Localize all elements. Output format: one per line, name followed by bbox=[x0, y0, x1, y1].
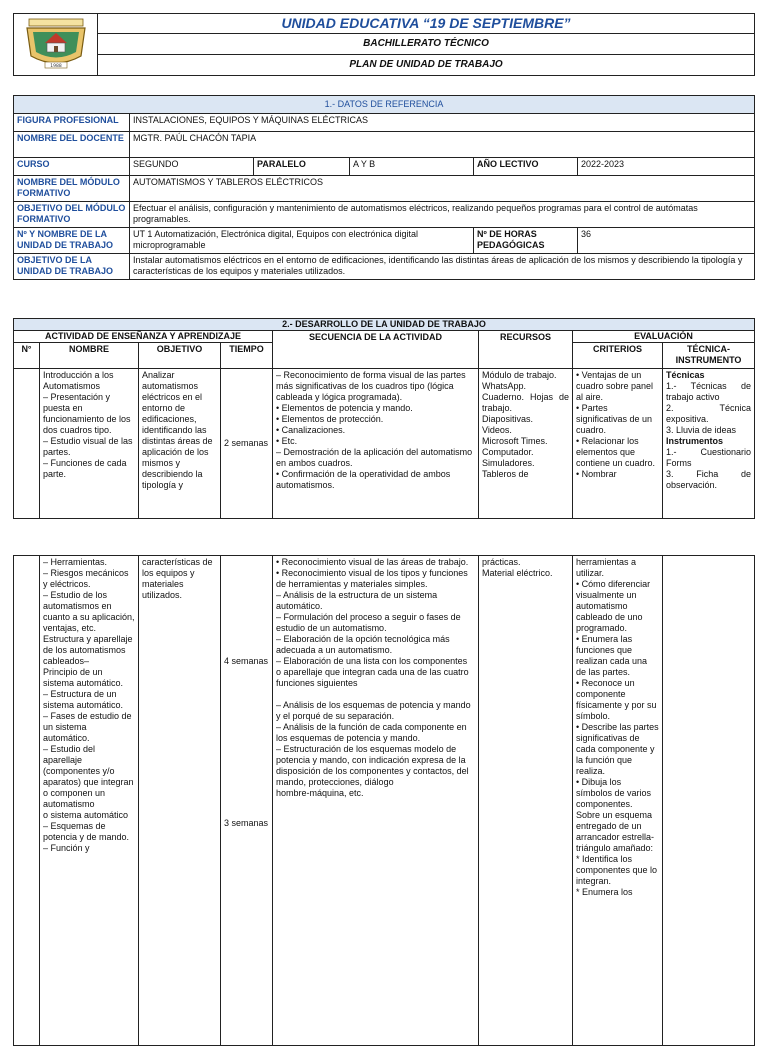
tecnica-header: TÉCNICA-INSTRUMENTO bbox=[663, 343, 755, 369]
plan-title: PLAN DE UNIDAD DE TRABAJO bbox=[98, 54, 755, 75]
modulo-label: NOMBRE DEL MÓDULO FORMATIVO bbox=[14, 176, 130, 202]
row2-tecnica bbox=[663, 556, 755, 1046]
row1-number bbox=[14, 369, 40, 519]
row2-number bbox=[14, 556, 40, 1046]
unidad-value: UT 1 Automatización, Electrónica digital, Equipos con electrónica digital microprogramable bbox=[130, 228, 474, 254]
modulo-value: AUTOMATISMOS Y TABLEROS ELÉCTRICOS bbox=[130, 176, 755, 202]
row1-tiempo: 2 semanas bbox=[221, 369, 273, 519]
svg-text:1988: 1988 bbox=[49, 64, 62, 69]
objetivo-unidad-label: OBJETIVO DE LA UNIDAD DE TRABAJO bbox=[14, 254, 130, 280]
horas-label: Nº DE HORAS PEDAGÓGICAS bbox=[474, 228, 578, 254]
anio-value: 2022-2023 bbox=[578, 158, 755, 176]
actividad-header: ACTIVIDAD DE ENSEÑANZA Y APRENDIZAJE bbox=[14, 331, 273, 343]
row2-tiempo bbox=[221, 556, 273, 1046]
curso-label: CURSO bbox=[14, 158, 130, 176]
figura-label: FIGURA PROFESIONAL bbox=[14, 114, 130, 132]
secuencia-header: SECUENCIA DE LA ACTIVIDAD bbox=[273, 331, 479, 369]
reference-data-table bbox=[13, 95, 755, 280]
row2-recursos: prácticas. Material eléctrico. bbox=[479, 556, 573, 1046]
recursos-header: RECURSOS bbox=[479, 331, 573, 369]
docente-value: MGTR. PAÚL CHACÓN TAPIA bbox=[130, 132, 755, 158]
row2-criterios: herramientas a utilizar. • Cómo diferenciar visualmente un automatismo cableado de uno programado. • Enumera las funciones que realizan cada una de las partes. • Reconoce un componente físicamente y por su símbolo. • Describe las partes significativas de cada componente y la función que realiza. • Dibuja los símbolos de varios componentes. Sobre un esquema entregado de un arrancador estrella-triángulo amañado: * Identifica los componentes que lo integran. * Enumera los bbox=[573, 556, 663, 1046]
row1-criterios: • Ventajas de un cuadro sobre panel al aire. • Partes significativas de un cuadro. • Relacionar los elementos que contiene un cuadro. • Nombrar bbox=[573, 369, 663, 519]
row2-objetivo: características de los equipos y materiales utilizados. bbox=[139, 556, 221, 1046]
development-table bbox=[13, 318, 755, 519]
header-table bbox=[13, 13, 755, 76]
objetivo-modulo-value: Efectuar el análisis, configuración y mantenimiento de automatismos eléctricos, realizando pequeños programas para el control de autómatas programables. bbox=[130, 202, 755, 228]
instrumentos-heading: Instrumentos bbox=[666, 436, 724, 446]
horas-value: 36 bbox=[578, 228, 755, 254]
section1-title: 1.- DATOS DE REFERENCIA bbox=[14, 96, 755, 114]
unidad-label: Nº Y NOMBRE DE LA UNIDAD DE TRABAJO bbox=[14, 228, 130, 254]
anio-label: AÑO LECTIVO bbox=[474, 158, 578, 176]
row2-tiempo-a: 4 semanas bbox=[224, 656, 269, 666]
school-name: UNIDAD EDUCATIVA “19 DE SEPTIEMBRE” bbox=[98, 14, 755, 34]
figura-value: INSTALACIONES, EQUIPOS Y MÁQUINAS ELÉCTRICAS bbox=[130, 114, 755, 132]
row1-secuencia: – Reconocimiento de forma visual de las partes más significativas de los cuadros tipo (lógica cableada y lógica programada). • Elementos de potencia y mando. • Elementos de protección. • Canalizaciones. • Etc. – Demostración de la aplicación del automatismo en ambos cuadros. • Confirmación de la operatividad de ambos automatismos. bbox=[273, 369, 479, 519]
tecnicas-list: 1.- Técnicas de trabajo activo 2. Técnica expositiva. 3. Lluvia de ideas bbox=[666, 381, 751, 435]
objetivo-header: OBJETIVO bbox=[139, 343, 221, 369]
section2-title: 2.- DESARROLLO DE LA UNIDAD DE TRABAJO bbox=[14, 319, 755, 331]
row1-nombre: Introducción a los Automatismos – Presentación y puesta en funcionamiento de los dos cuadros tipo. – Estudio visual de las partes. – Funciones de cada parte. bbox=[40, 369, 139, 519]
tecnicas-heading: Técnicas bbox=[666, 370, 705, 380]
logo-cell bbox=[14, 14, 98, 76]
nombre-header: NOMBRE bbox=[40, 343, 139, 369]
criterios-header: CRITERIOS bbox=[573, 343, 663, 369]
program-name: BACHILLERATO TÉCNICO bbox=[98, 33, 755, 54]
tiempo-header: TIEMPO bbox=[221, 343, 273, 369]
row1-objetivo: Analizar automatismos eléctricos en el entorno de edificaciones, identificando las distintas áreas de aplicación de los mismos y describiendo la tipología y bbox=[139, 369, 221, 519]
docente-label: NOMBRE DEL DOCENTE bbox=[14, 132, 130, 158]
row1-tecnica bbox=[663, 369, 755, 519]
row2-tiempo-b: 3 semanas bbox=[224, 818, 269, 828]
row2-nombre: – Herramientas. – Riesgos mecánicos y eléctricos. – Estudio de los automatismos en cuanto a su aplicación, ventajas, etc. Estructura y aparellaje de los automatismos cableados– Principio de un sistema automático. – Estructura de un sistema automático. – Fases de estudio de un sistema automático. – Estudio del aparellaje (componentes y/o aparatos) que integran o componen un automatismo o sistema automático – Esquemas de potencia y de mando. – Función y bbox=[40, 556, 139, 1046]
objetivo-unidad-value: Instalar automatismos eléctricos en el entorno de edificaciones, identificando las distintas áreas de aplicación de los mismos y describiendo la tipología y características de los equipos y materiales utilizados. bbox=[130, 254, 755, 280]
paralelo-label: PARALELO bbox=[254, 158, 350, 176]
objetivo-modulo-label: OBJETIVO DEL MÓDULO FORMATIVO bbox=[14, 202, 130, 228]
instrumentos-list: 1.- Cuestionario Forms 3. Ficha de observación. bbox=[666, 447, 751, 490]
row1-recursos: Módulo de trabajo. WhatsApp. Cuaderno. Hojas de trabajo. Diapositivas. Videos. Microsoft Times. Computador. Simuladores. Tableros de bbox=[479, 369, 573, 519]
evaluacion-header: EVALUACIÓN bbox=[573, 331, 755, 343]
development-table-continued bbox=[13, 555, 755, 1046]
row2-secuencia: • Reconocimiento visual de las áreas de trabajo. • Reconocimiento visual de los tipos y funciones de herramientas y materiales simples. – Análisis de la estructura de un sistema automático. – Formulación del proceso a seguir o fases de estudio de un automatismo. – Elaboración de la opción tecnológica más adecuada a un automatismo. – Elaboración de una lista con los componentes o aparellaje que integran cada una de las cuatro funciones siguientes – Análisis de los esquemas de potencia y mando y el porqué de su separación. – Análisis de la función de cada componente en los esquemas de potencia y mando. – Estructuración de los esquemas modelo de potencia y mando, con indicación expresa de la disposición de los componentes y contactos, del mando, protecciones, diálogo hombre-máquina, etc. bbox=[273, 556, 479, 1046]
no-header: N° bbox=[14, 343, 40, 369]
curso-value: SEGUNDO bbox=[130, 158, 254, 176]
paralelo-value: A Y B bbox=[350, 158, 474, 176]
school-logo bbox=[21, 16, 91, 70]
